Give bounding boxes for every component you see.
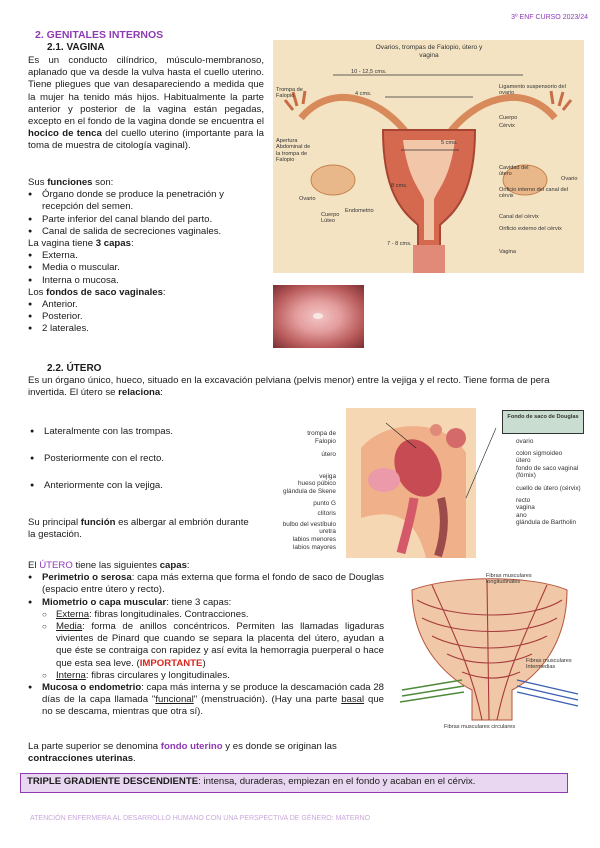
fig1-label: Ovario: [561, 176, 578, 182]
fig3-label: Fibras musculares longitudinales: [486, 573, 532, 586]
fig1-measure: 5 cms.: [441, 140, 458, 146]
fig1-measure: 7 - 8 cms.: [387, 241, 412, 247]
fig1-title: Ovarios, trompas de Falopio, útero y vagina: [375, 44, 483, 59]
list-item: ○ Externa: fibras longitudinales. Contracciones.: [42, 609, 384, 621]
list-item: ● Externa.: [28, 250, 268, 262]
fig1-label: Ligamento suspensorio del ovario: [499, 84, 566, 97]
fig1-label: Vagina: [499, 249, 517, 255]
list-item: ● Media o muscular.: [28, 262, 268, 274]
pelvis-sagittal-figure: [266, 408, 586, 558]
utero-relations: [30, 426, 230, 493]
section-title: 2. GENITALES INTERNOS: [35, 29, 164, 41]
utero-layers: El ÚTERO tiene las siguientes capas: ● Perimetrio o serosa: capa más externa que forma el fondo de saco de Douglas (espacio entre útero y recto). ● Miometrio o capa muscular: tiene 3 capas: ○ Externa: fibras longitudinales. Contracciones. ○ Media: forma de anillos concéntricos. Permiten las llamadas ligaduras vivientes de Pinard que cuando se separa la placenta del útero, ayudan a que éste se contraiga con rapidez y así evita la hemorragia puerperal o hace que esta sea leve. (IMPORTANTE) ○ Interna: fibras circulares y longitudinales. ● Mucosa o endometrio: capa más interna y se produce la descamación cada 28 días de la capa llamada "funcional" (menstruación). (Hay una parte basal que no se descama, mientras que otra sí).: [28, 560, 384, 719]
fig1-label: Endometrio: [345, 208, 374, 214]
list-item: ○ Interna: fibras circulares y longitudinales.: [42, 670, 384, 682]
douglas-callout-box: [502, 410, 584, 434]
muscle-fibres-figure: [392, 570, 586, 734]
vagina-heading: 2.1. VAGINA: [47, 42, 105, 53]
fig1-label: Orificio interno del canal del cérvix: [499, 187, 569, 200]
fig2-left-labels: trompa de Falopio útero vejiga hueso púbico glándula de Skene punto G clítoris bulbo del vestíbulo uretra labios menores labios mayores: [282, 430, 336, 551]
vagina-functions: Sus funciones son: ● Órgano donde se produce la penetración y recepción del semen. ● Parte inferior del canal blando del parto. ● Canal de salida de secreciones vaginales. La vagina tiene 3 capas: ● Externa. ● Media o muscular. ● Interna o mucosa. Los fondos de saco vaginales: ● Anterior. ● Posterior. ● 2 laterales.: [28, 177, 268, 336]
fig1-label: Trompa de Falopio: [276, 87, 303, 100]
fig1-label: Orificio externo del cérvix: [499, 226, 562, 232]
utero-heading: 2.2. ÚTERO: [47, 363, 102, 374]
triple-gradient-box: TRIPLE GRADIENTE DESCENDIENTE: intensa, duraderas, empiezan en el fondo y acaban en el cérvix.: [20, 773, 568, 793]
list-item: ● Anterior.: [28, 299, 268, 311]
list-item: ● Lateralmente con las trompas.: [30, 426, 230, 438]
vagina-description: Es un conducto cilíndrico, músculo-membranoso, aplanado que va desde la vulva hasta el cuello uterino. Tiene pliegues que van desapareciendo a medida que la mujer ha tenido más hijos. Habitualmente la parte anterior y posterior de la vagina están pegadas, excepto en el fondo de la vagina donde se encuentra el hocico de tenca del cuello uterino (importante para la toma de muestra de citología vaginal).: [28, 55, 264, 152]
fig1-label: Canal del cérvix: [499, 214, 539, 220]
uterus-anatomy-figure: [273, 40, 584, 273]
footer-text: ATENCIÓN ENFERMERA AL DESARROLLO HUMANO CON UNA PERSPECTIVA DE GÉNERO: MATERNO: [30, 815, 371, 822]
utero-function: Su principal función es albergar al embrión durante la gestación.: [28, 517, 249, 541]
list-item: ● 2 laterales.: [28, 323, 268, 335]
list-item: ● Mucosa o endometrio: capa más interna y se produce la descamación cada 28 días de la capa llamada "funcional" (menstruación). (Hay una parte basal que no se descama, mientras que otra sí).: [28, 682, 384, 719]
fondo-uterino-text: La parte superior se denomina fondo uterino y es donde se originan las contracciones uterinas.: [28, 741, 337, 765]
list-item: ● Anteriormente con la vejiga.: [30, 480, 230, 492]
uterus-illustration: [273, 40, 584, 273]
fig1-measure: 8 cms.: [391, 183, 408, 189]
list-item: ● Miometrio o capa muscular: tiene 3 capas: ○ Externa: fibras longitudinales. Contracciones. ○ Media: forma de anillos concéntricos. Permiten las llamadas ligaduras vivientes de Pinard que cuando se separa la placenta del útero, ayudan a que éste se contraiga con rapidez y así evita la hemorragia puerperal o hace que esta sea leve. (IMPORTANTE) ○ Interna: fibras circulares y longitudinales.: [28, 597, 384, 682]
list-item: ● Perimetrio o serosa: capa más externa que forma el fondo de saco de Douglas (espacio entre útero y recto).: [28, 572, 384, 596]
list-item: ● Parte inferior del canal blando del parto.: [28, 214, 268, 226]
fig3-label: Fibras musculares circulares: [444, 724, 516, 730]
fig1-label: Cuerpo: [499, 115, 518, 121]
muscle-fibres-illustration: [392, 570, 586, 734]
fig1-label: Cuerpo Lúteo: [321, 212, 340, 225]
list-item: ● Canal de salida de secreciones vaginales.: [28, 226, 268, 238]
fig1-label: Cérvix: [499, 123, 515, 129]
cervix-photo: [273, 285, 364, 348]
fig1-label: Cavidad del útero: [499, 165, 529, 178]
list-item: ● Posteriormente con el recto.: [30, 453, 230, 465]
list-item: ○ Media: forma de anillos concéntricos. Permiten las llamadas ligaduras vivientes de Pinard que cuando se separa la placenta del útero, ayudan a que éste se contraiga con rapidez y así evita la hemorragia puerperal o hace que esta sea leve. (IMPORTANTE): [42, 621, 384, 670]
fig1-label: Apertura Abdominal de la trompa de Falopio: [276, 138, 311, 164]
course-header: 3º ENF CURSO 2023/24: [511, 14, 588, 21]
fig1-measure: 10 - 12,5 cms.: [351, 69, 387, 75]
fig3-label: Fibras musculares Intermedias: [526, 658, 572, 671]
fig2-right-labels: ovario colon sigmoideo útero fondo de saco vaginal (fórnix) cuello de útero (cérvix) recto vagina ano glándula de Bartholin: [516, 438, 581, 527]
fig1-measure: 4 cms.: [355, 91, 372, 97]
douglas-callout: Fondo de saco de Douglas: [507, 414, 579, 420]
list-item: ● Interna o mucosa.: [28, 275, 268, 287]
fig1-label: Ovario: [299, 196, 316, 202]
utero-description: Es un órgano único, hueco, situado en la excavación pelviana (pelvis menor) entre la vejiga y el recto. Tiene forma de pera invertida. El útero se relaciona:: [28, 375, 550, 399]
list-item: ● Órgano donde se produce la penetración y recepción del semen.: [28, 189, 268, 213]
list-item: ● Posterior.: [28, 311, 268, 323]
